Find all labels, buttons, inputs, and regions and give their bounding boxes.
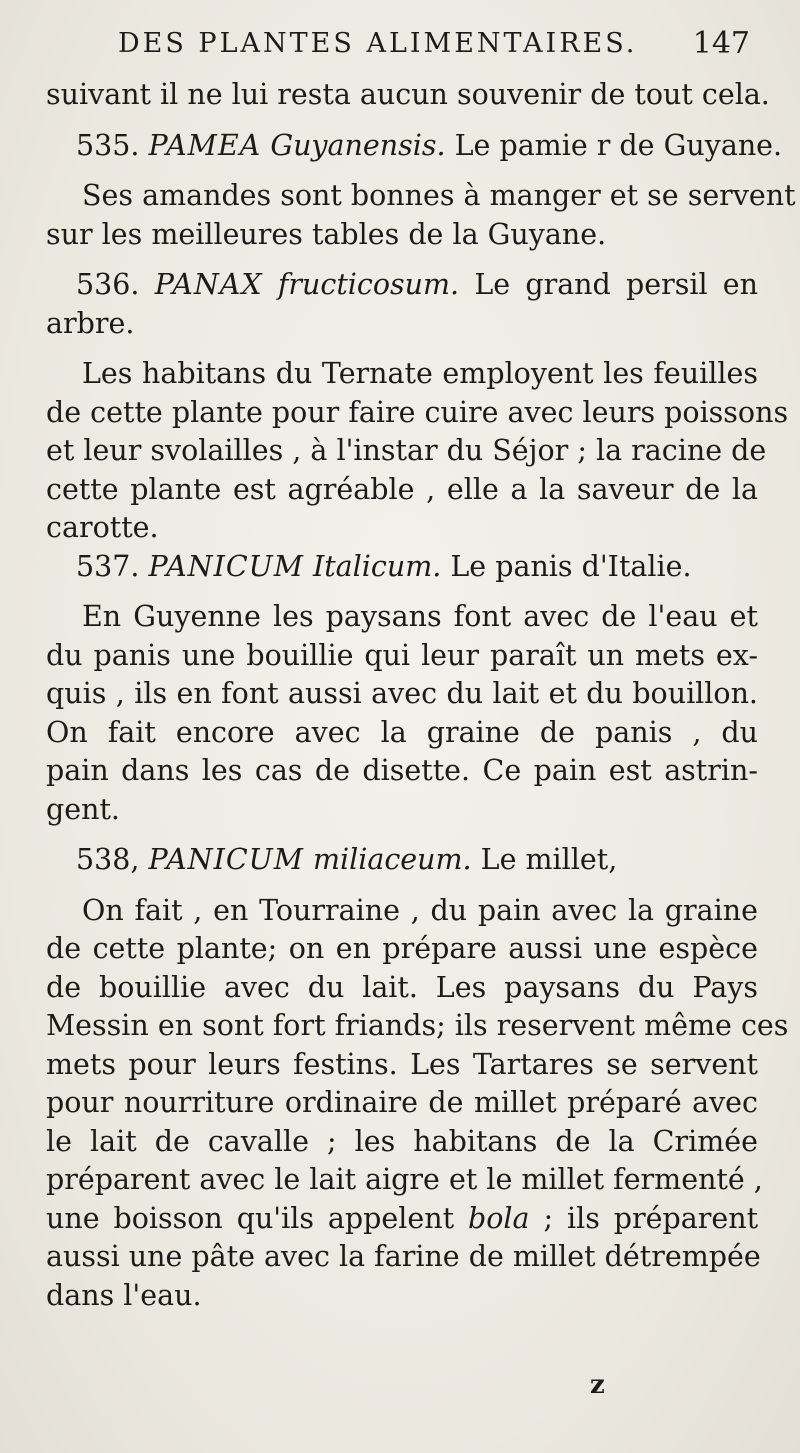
species-name: Italicum. — [312, 549, 442, 583]
text-line: carotte. — [46, 511, 159, 544]
common-name: Le grand persil en — [474, 268, 759, 301]
entry-number: 535. — [76, 128, 140, 162]
text-line: le lait de cavalle ; les habitans de la Crimée — [46, 1124, 758, 1158]
text-line: cette plante est agréable , elle a la saveur de la — [46, 472, 758, 506]
page-header — [118, 28, 750, 68]
text-line: On fait encore avec la graine de panis , du — [46, 715, 758, 749]
entry-number: 536. — [76, 268, 140, 301]
genus-name: PANICUM — [148, 843, 304, 876]
entry-heading-537 — [46, 548, 758, 587]
text-line: pain dans les cas de disette. Ce pain est astrin- — [46, 754, 758, 787]
text-line: préparent avec le lait aigre et le millet fermenté , — [46, 1163, 763, 1196]
text-fragment: ; ils préparent — [543, 1201, 759, 1235]
common-name: Le pamie r de Guyane. — [454, 128, 783, 162]
text-line: et leur svolailles , à l'instar du Séjor ; la racine de — [46, 434, 767, 467]
text-line: de cette plante pour faire cuire avec leurs poissons — [46, 395, 789, 429]
text-line: suivant il ne lui resta aucun souvenir de tout cela. — [46, 78, 770, 111]
signature-mark: z — [590, 1370, 605, 1400]
text-line: de bouillie avec du lait. Les paysans du Pays — [46, 970, 758, 1004]
common-name: Le panis d'Italie. — [450, 549, 692, 583]
text-line: Messin en sont fort friands; ils reservent même ces — [46, 1009, 789, 1042]
genus-name: PANICUM — [148, 549, 304, 583]
entry-number: 537. — [76, 549, 140, 583]
text-line: du panis une bouillie qui leur paraît un mets ex- — [46, 638, 758, 672]
text-line: Ses amandes sont bonnes à manger et se servent — [82, 179, 796, 212]
genus-name: PAMEA — [148, 128, 262, 162]
text-line — [46, 1200, 758, 1239]
species-name: Guyanensis. — [270, 128, 446, 162]
text-line: gent. — [46, 792, 120, 826]
text-line: En Guyenne les paysans font avec de l'eau et — [82, 600, 758, 633]
species-name: miliaceum. — [312, 843, 472, 876]
text-line: pour nourriture ordinaire de millet préparé avec — [46, 1086, 758, 1119]
entry-heading-536 — [46, 266, 758, 305]
entry-number: 538, — [76, 843, 140, 876]
text-line: aussi une pâte avec la farine de millet détrempée — [46, 1240, 761, 1273]
running-head: DES PLANTES ALIMENTAIRES. — [118, 28, 638, 59]
genus-name: PANAX — [154, 268, 263, 301]
text-line: On fait , en Tourraine , du pain avec la graine — [82, 893, 758, 927]
text-line: dans l'eau. — [46, 1278, 202, 1312]
entry-heading-535 — [46, 127, 783, 166]
entry-heading-538 — [46, 841, 758, 880]
page-number: 147 — [692, 26, 750, 61]
text-line: mets pour leurs festins. Les Tartares se servent — [46, 1047, 758, 1081]
common-name: Le millet, — [480, 843, 618, 876]
text-line: de cette plante; on en prépare aussi une espèce — [46, 932, 758, 965]
italic-term: bola — [468, 1201, 530, 1235]
text-line: sur les meilleures tables de la Guyane. — [46, 217, 607, 251]
text-fragment: une boisson qu'ils appelent — [46, 1201, 455, 1235]
body-text — [46, 76, 796, 1315]
species-name: fructicosum. — [277, 268, 460, 301]
text-line: quis , ils en font aussi avec du lait et du bouillon. — [46, 677, 758, 710]
text-line: Les habitans du Ternate employent les feuilles — [82, 357, 758, 390]
text-line: arbre. — [46, 306, 135, 340]
